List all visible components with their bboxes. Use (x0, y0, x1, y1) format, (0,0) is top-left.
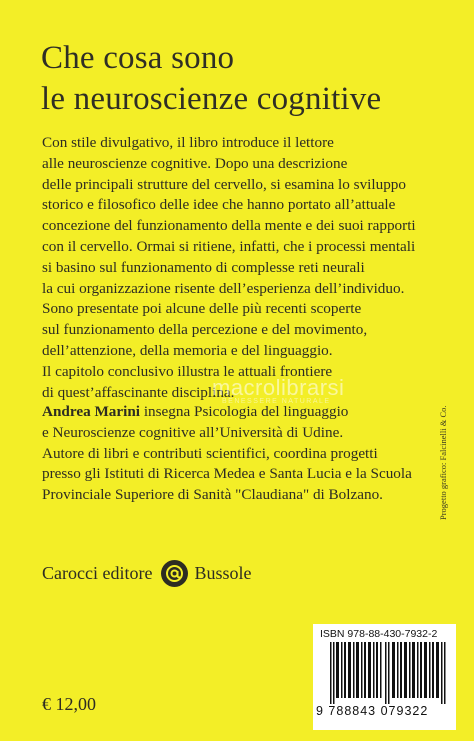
bio-line: e Neuroscienze cognitive all’Università di Udine. (42, 423, 344, 441)
bio-line: Provinciale Superiore di Sanità "Claudiana" di Bolzano. (42, 486, 383, 504)
book-title (41, 38, 381, 120)
description-line: Il capitolo conclusivo illustra le attuali frontiere (42, 362, 333, 380)
description-line: Con stile divulgativo, il libro introduce il lettore (42, 134, 334, 151)
ean-number: 9 788843 079322 (316, 704, 429, 718)
author-bio (42, 402, 442, 506)
description-line: delle principali strutture del cervello, si esamina lo sviluppo (42, 175, 406, 193)
watermark-tagline: BENESSERE NATURALE (222, 398, 331, 405)
description-line: con il cervello. Ormai si ritiene, infatti, che i processi mentali (42, 237, 416, 255)
description-line: la cui organizzazione risente dell’esperienza dell’individuo. (42, 279, 405, 297)
price-label: € 12,00 (42, 694, 96, 714)
bio-line: presso gli Istituti di Ricerca Medea e Santa Lucia e la Scuola (42, 465, 412, 483)
bio-line-rest: insegna Psicologia del linguaggio (140, 403, 349, 420)
bio-line: Autore di libri e contributi scientifici, coordina progetti (42, 444, 378, 462)
description-line: sul funzionamento della percezione e del movimento, (42, 321, 368, 339)
barcode-graphic (330, 642, 448, 704)
isbn-text: ISBN 978-88-430-7932-2 (320, 628, 438, 640)
description-line: Sono presentate poi alcune delle più recenti scoperte (42, 300, 362, 318)
design-credit: Progetto grafico: Falcinelli & Co. (438, 405, 448, 520)
author-name: Andrea Marini (42, 403, 141, 420)
bio-line (42, 402, 442, 423)
description-line: si basino sul funzionamento di complesse reti neurali (42, 258, 365, 276)
series-name: Bussole (194, 563, 252, 583)
publisher-at-logo-icon (161, 560, 188, 587)
publisher-line (42, 560, 251, 587)
title-line-1: Che cosa sono (41, 40, 235, 76)
publisher-name: Carocci editore (42, 563, 153, 583)
watermark-logo: macrolibrarsi (212, 375, 345, 400)
description-line: storico e filosofico delle idee che hanno portato all’attuale (42, 196, 396, 214)
description-line: alle neuroscienze cognitive. Dopo una descrizione (42, 154, 348, 172)
description-line: concezione del funzionamento della mente e dei suoi rapporti (42, 217, 416, 235)
book-description (42, 133, 442, 403)
description-line: di quest’affascinante disciplina. (42, 383, 235, 401)
description-line: dell’attenzione, della memoria e del linguaggio. (42, 341, 333, 359)
title-line-2: le neuroscienze cognitive (41, 81, 382, 117)
